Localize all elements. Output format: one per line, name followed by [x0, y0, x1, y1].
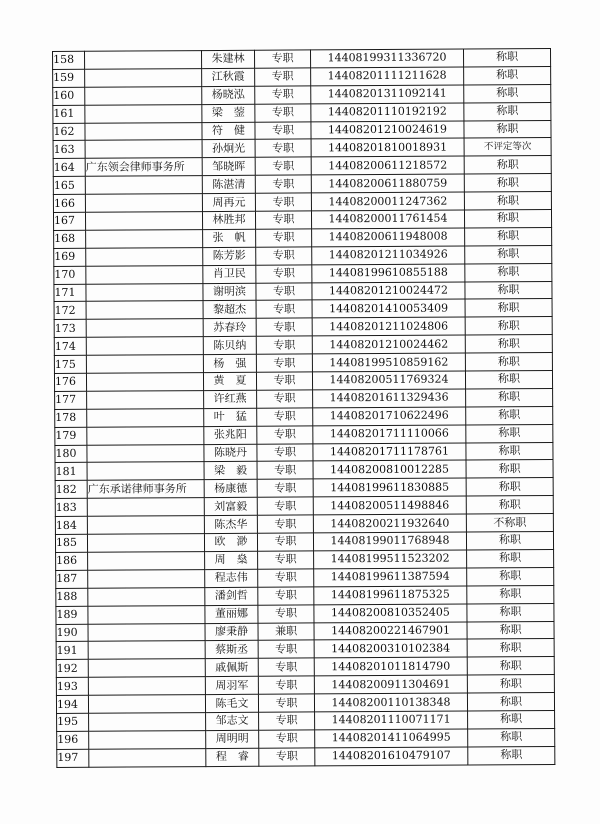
row-number: 184 [55, 516, 87, 534]
lawyer-name: 梁 毅 [204, 462, 257, 480]
license-number: 14408201810018931 [311, 138, 464, 157]
assessment-result: 称职 [466, 442, 553, 460]
row-number: 187 [56, 570, 88, 588]
row-number: 178 [55, 409, 87, 427]
lawyer-name: 江秋霞 [202, 68, 255, 86]
practice-type: 专职 [257, 479, 313, 497]
license-number: 14408200611880759 [311, 174, 464, 193]
law-firm-name [86, 373, 203, 392]
law-firm-name [88, 605, 205, 624]
license-number: 14408200110138348 [314, 693, 467, 712]
table-body [53, 48, 555, 767]
assessment-result: 称职 [464, 209, 551, 227]
practice-type: 专职 [257, 497, 313, 515]
assessment-result: 称职 [468, 710, 555, 728]
practice-type: 专职 [255, 193, 311, 211]
row-number: 173 [54, 320, 86, 338]
license-number: 14408200810012285 [313, 460, 466, 479]
row-number: 194 [56, 695, 88, 713]
law-firm-name: 广东领会律师事务所 [85, 158, 202, 177]
lawyer-name: 肖卫民 [203, 265, 256, 283]
assessment-result: 称职 [467, 567, 554, 585]
law-firm-name [88, 677, 205, 696]
assessment-result: 称职 [464, 84, 551, 102]
lawyer-name: 廖秉静 [205, 623, 258, 641]
law-firm-name [86, 283, 203, 302]
practice-type: 专职 [259, 730, 315, 748]
row-number: 176 [54, 373, 86, 391]
assessment-result: 称职 [464, 102, 551, 120]
assessment-result: 称职 [465, 353, 552, 371]
lawyer-name: 杨康德 [204, 480, 257, 498]
practice-type: 专职 [257, 533, 313, 551]
license-number: 14408200511769324 [312, 371, 465, 390]
practice-type: 专职 [255, 175, 311, 193]
practice-type: 专职 [257, 444, 313, 462]
row-number: 165 [53, 177, 85, 195]
practice-type: 专职 [259, 748, 315, 766]
license-number: 14408201211034926 [312, 246, 465, 265]
license-number: 14408199511523202 [314, 550, 467, 569]
lawyer-name: 刘富毅 [204, 498, 257, 516]
law-firm-name [88, 569, 205, 588]
row-number: 186 [56, 552, 88, 570]
law-firm-name [85, 122, 202, 141]
license-number: 14408201210024462 [312, 335, 465, 354]
row-number: 191 [56, 642, 88, 660]
practice-type: 专职 [258, 676, 314, 694]
law-firm-name [89, 730, 206, 749]
practice-type: 专职 [256, 300, 312, 318]
license-number: 14408201711110066 [313, 425, 466, 444]
practice-type: 专职 [257, 408, 313, 426]
law-firm-name [88, 587, 205, 606]
license-number: 14408200611948008 [312, 228, 465, 247]
law-firm-name [86, 265, 203, 284]
lawyer-name: 周羽军 [205, 676, 258, 694]
license-number: 14408200011247362 [311, 192, 464, 211]
assessment-result: 称职 [465, 317, 552, 335]
license-number: 14408201710622496 [313, 407, 466, 426]
assessment-result: 称职 [464, 156, 551, 174]
practice-type: 专职 [256, 354, 312, 372]
license-number: 14408201011814790 [314, 657, 467, 676]
lawyer-name: 周再元 [202, 193, 255, 211]
assessment-result: 称职 [466, 406, 553, 424]
assessment-result: 称职 [465, 335, 552, 353]
lawyer-name: 陈贝纳 [203, 337, 256, 355]
row-number: 158 [53, 51, 85, 69]
license-number: 14408200611218572 [311, 156, 464, 175]
practice-type: 专职 [257, 515, 313, 533]
license-number: 14408200221467901 [314, 621, 467, 640]
row-number: 172 [54, 302, 86, 320]
row-number: 168 [54, 230, 86, 248]
lawyer-name: 潘剑哲 [205, 587, 258, 605]
lawyer-name: 周明明 [206, 730, 259, 748]
assessment-result: 称职 [464, 120, 551, 138]
row-number: 181 [55, 463, 87, 481]
assessment-result: 称职 [467, 621, 554, 639]
law-firm-name [85, 68, 202, 87]
lawyer-name: 黄 夏 [203, 372, 256, 390]
license-number: 14408201611329436 [313, 389, 466, 408]
row-number: 196 [57, 731, 89, 749]
row-number: 185 [55, 534, 87, 552]
law-firm-name [88, 623, 205, 642]
assessment-result: 称职 [466, 388, 553, 406]
lawyer-assessment-table [52, 48, 555, 768]
row-number: 159 [53, 69, 85, 87]
row-number: 183 [55, 499, 87, 517]
row-number: 177 [55, 391, 87, 409]
row-number: 175 [54, 355, 86, 373]
assessment-result: 称职 [464, 174, 551, 192]
license-number: 14408199610855188 [312, 264, 465, 283]
license-number: 14408201610479107 [315, 747, 468, 766]
lawyer-name: 叶 猛 [204, 408, 257, 426]
practice-type: 专职 [258, 640, 314, 658]
assessment-result: 称职 [466, 424, 553, 442]
lawyer-name: 欧 渺 [204, 533, 257, 551]
row-number: 167 [53, 212, 85, 230]
law-firm-name [87, 516, 204, 535]
lawyer-name: 谢明滨 [203, 283, 256, 301]
assessment-result: 称职 [467, 585, 554, 603]
lawyer-name: 林胜邦 [202, 211, 255, 229]
lawyer-name: 符 健 [202, 122, 255, 140]
law-firm-name [87, 534, 204, 553]
assessment-result: 不评定等次 [464, 138, 551, 156]
law-firm-name [86, 247, 203, 266]
license-number: 14408199510859162 [312, 353, 465, 372]
lawyer-name: 张 帆 [203, 229, 256, 247]
assessment-result: 称职 [465, 263, 552, 281]
assessment-result: 称职 [464, 66, 551, 84]
practice-type: 专职 [257, 426, 313, 444]
license-number: 14408199611875325 [314, 586, 467, 605]
law-firm-name [86, 301, 203, 320]
row-number: 160 [53, 87, 85, 105]
law-firm-name [85, 212, 202, 231]
row-number: 190 [56, 624, 88, 642]
assessment-result: 称职 [466, 496, 553, 514]
practice-type: 专职 [259, 712, 315, 730]
assessment-result: 称职 [463, 48, 550, 66]
lawyer-name: 陈芳影 [203, 247, 256, 265]
law-firm-name [88, 695, 205, 714]
license-number: 14408201411064995 [315, 729, 468, 748]
law-firm-name [86, 355, 203, 374]
assessment-result: 称职 [465, 227, 552, 245]
law-firm-name [85, 140, 202, 159]
law-firm-name [87, 444, 204, 463]
lawyer-name: 孙炯光 [202, 140, 255, 158]
lawyer-name: 程 睿 [206, 748, 259, 766]
assessment-result: 称职 [466, 478, 553, 496]
row-number: 166 [53, 194, 85, 212]
license-number: 14408201711178761 [313, 443, 466, 462]
assessment-result: 称职 [467, 675, 554, 693]
row-number: 197 [57, 749, 89, 767]
row-number: 195 [57, 713, 89, 731]
assessment-result: 称职 [467, 657, 554, 675]
license-number: 14408199611830885 [313, 478, 466, 497]
practice-type: 专职 [256, 229, 312, 247]
practice-type: 专职 [258, 551, 314, 569]
lawyer-name: 梁 蓥 [202, 104, 255, 122]
assessment-result: 称职 [465, 299, 552, 317]
assessment-result: 称职 [467, 639, 554, 657]
law-firm-name [85, 176, 202, 195]
practice-type: 专职 [258, 569, 314, 587]
practice-type: 专职 [256, 282, 312, 300]
assessment-result: 不称职 [466, 514, 553, 532]
license-number: 14408201410053409 [312, 299, 465, 318]
lawyer-name: 陈湛清 [202, 175, 255, 193]
lawyer-name: 董丽娜 [205, 605, 258, 623]
row-number: 161 [53, 105, 85, 123]
law-firm-name [88, 641, 205, 660]
law-firm-name [87, 462, 204, 481]
assessment-result: 称职 [468, 746, 555, 764]
practice-type: 专职 [255, 68, 311, 86]
assessment-result: 称职 [467, 693, 554, 711]
lawyer-name: 张兆阳 [204, 426, 257, 444]
law-firm-name [87, 498, 204, 517]
license-number: 14408200011761454 [311, 210, 464, 229]
license-number: 14408201210024472 [312, 282, 465, 301]
lawyer-name: 戚佩斯 [205, 659, 258, 677]
lawyer-name: 黎超杰 [203, 301, 256, 319]
license-number: 14408200211932640 [313, 514, 466, 533]
law-firm-name [86, 229, 203, 248]
practice-type: 专职 [258, 658, 314, 676]
assessment-result: 称职 [468, 728, 555, 746]
license-number: 14408200810352405 [314, 604, 467, 623]
license-number: 14408199011768948 [313, 532, 466, 551]
lawyer-name: 周 燊 [205, 551, 258, 569]
lawyer-name: 苏春玲 [203, 319, 256, 337]
lawyer-name: 陈晓丹 [204, 444, 257, 462]
practice-type: 专职 [255, 86, 311, 104]
law-firm-name: 广东承诺律师事务所 [87, 480, 204, 499]
law-firm-name [86, 337, 203, 356]
law-firm-name [87, 391, 204, 410]
row-number: 163 [53, 141, 85, 159]
lawyer-name: 陈杰华 [204, 515, 257, 533]
lawyer-name: 邹志文 [206, 712, 259, 730]
row-number: 162 [53, 123, 85, 141]
practice-type: 专职 [255, 104, 311, 122]
lawyer-name: 许红燕 [204, 390, 257, 408]
practice-type: 专职 [256, 318, 312, 336]
lawyer-name: 杨晓泓 [202, 86, 255, 104]
assessment-result: 称职 [467, 603, 554, 621]
law-firm-name [89, 748, 206, 767]
row-number: 189 [56, 606, 88, 624]
assessment-result: 称职 [466, 531, 553, 549]
table-row [57, 746, 555, 767]
lawyer-name: 陈毛文 [205, 694, 258, 712]
practice-type: 专职 [258, 694, 314, 712]
lawyer-name: 邹晓晖 [202, 158, 255, 176]
row-number: 169 [54, 248, 86, 266]
practice-type: 专职 [256, 265, 312, 283]
practice-type: 专职 [258, 587, 314, 605]
license-number: 14408200511498846 [313, 496, 466, 515]
practice-type: 专职 [257, 390, 313, 408]
row-number: 182 [55, 481, 87, 499]
row-number: 171 [54, 284, 86, 302]
practice-type: 专职 [255, 157, 311, 175]
practice-type: 专职 [255, 121, 311, 139]
license-number: 14408200911304691 [314, 675, 467, 694]
row-number: 170 [54, 266, 86, 284]
license-number: 14408201311092141 [311, 85, 464, 104]
assessment-result: 称职 [466, 460, 553, 478]
law-firm-name [85, 194, 202, 213]
law-firm-name [85, 104, 202, 123]
license-number: 14408201111211628 [311, 67, 464, 86]
law-firm-name [86, 319, 203, 338]
lawyer-name: 程志伟 [205, 569, 258, 587]
row-number: 164 [53, 159, 85, 177]
license-number: 14408201210024619 [311, 121, 464, 140]
law-firm-name [88, 552, 205, 571]
license-number: 14408199611387594 [314, 568, 467, 587]
assessment-result: 称职 [465, 245, 552, 263]
row-number: 192 [56, 660, 88, 678]
practice-type: 专职 [255, 139, 311, 157]
license-number: 14408200310102384 [314, 639, 467, 658]
law-firm-name [85, 86, 202, 105]
row-number: 193 [56, 677, 88, 695]
practice-type: 专职 [258, 605, 314, 623]
assessment-result: 称职 [467, 549, 554, 567]
license-number: 14408201110192192 [311, 103, 464, 122]
law-firm-name [89, 713, 206, 732]
lawyer-name: 蔡斯丞 [205, 641, 258, 659]
license-number: 14408201211024806 [312, 317, 465, 336]
assessment-result: 称职 [464, 192, 551, 210]
row-number: 180 [55, 445, 87, 463]
law-firm-name [88, 659, 205, 678]
assessment-result: 称职 [465, 370, 552, 388]
practice-type: 专职 [256, 247, 312, 265]
practice-type: 专职 [256, 336, 312, 354]
license-number: 14408199311336720 [310, 49, 463, 68]
row-number: 188 [56, 588, 88, 606]
practice-type: 专职 [256, 372, 312, 390]
row-number: 179 [55, 427, 87, 445]
assessment-result: 称职 [465, 281, 552, 299]
practice-type: 兼职 [258, 622, 314, 640]
law-firm-name [85, 51, 202, 70]
row-number: 174 [54, 338, 86, 356]
lawyer-name: 朱建林 [202, 50, 255, 68]
law-firm-name [87, 408, 204, 427]
license-number: 14408201110071171 [315, 711, 468, 730]
practice-type: 专职 [257, 461, 313, 479]
practice-type: 专职 [255, 211, 311, 229]
practice-type: 专职 [254, 50, 310, 68]
law-firm-name [87, 426, 204, 445]
lawyer-name: 杨 强 [203, 354, 256, 372]
